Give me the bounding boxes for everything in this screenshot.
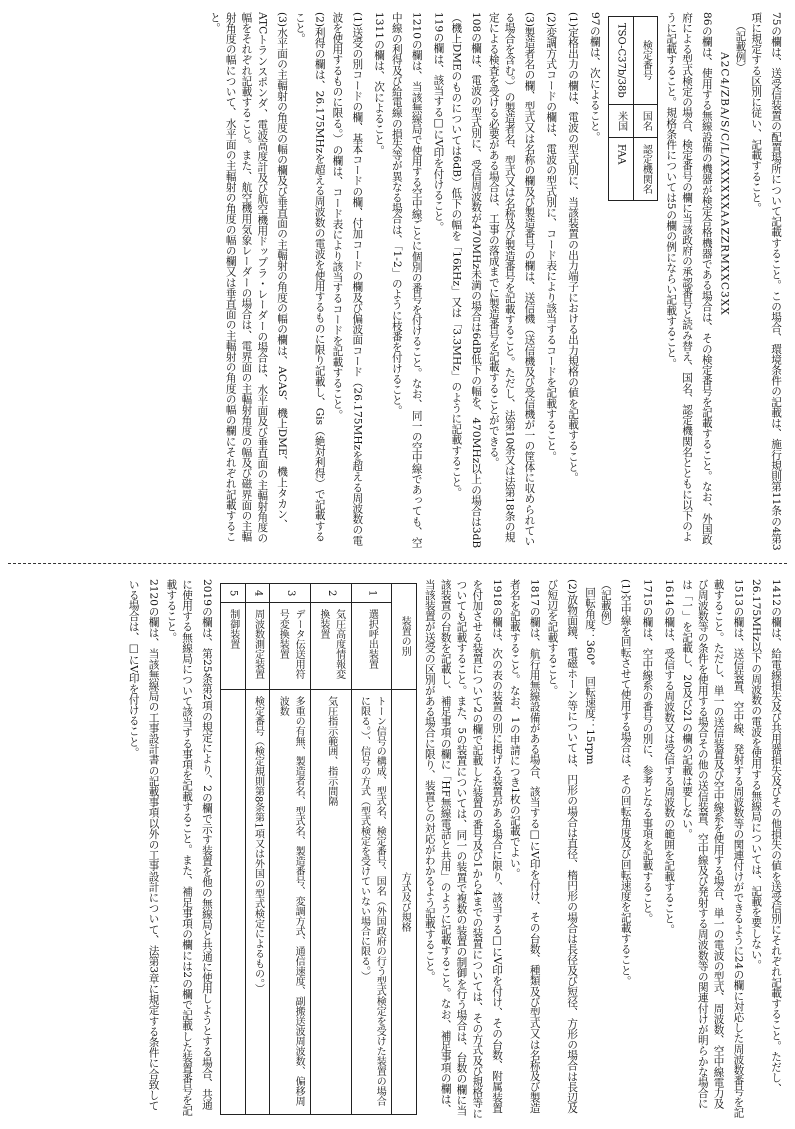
table-header: 方式及び規格	[392, 689, 417, 1114]
table-header: 検定番号	[633, 17, 658, 105]
paragraph: 97の欄は、次によること。	[588, 12, 601, 143]
example-code: A2C4/ZBA/S/C/L/XXXXXXAAZZRMXXC3XX	[718, 52, 731, 316]
paragraph: 1210の欄は、当該無線局で使用する空中線ごとに個別の番号を付けること。なお、同一の空中線であっても、空中線の利得及び給電線の損失等が異なる場合は、「1-2」のように枝番を付けること。	[390, 12, 423, 548]
paragraph-number: 8	[700, 12, 713, 19]
example-label: （記載例）	[599, 579, 612, 632]
paragraph: (2)利得の欄は、26.175MHzを超える周波数の電波を使用するものに限り記載し、Gis（絶対利得）で記載すること。	[293, 12, 326, 542]
paragraph: 2120の欄は、当該無線局の工事設計書の記載事項以外の工事設計について、法第3章に規定する条件に合致している場合は、□にV印を付けること。	[127, 579, 160, 1111]
paragraph: 1817の欄は、航行用無線設備がある場合、該当する□にV印を付け、その台数、種類及び型式又は名称及び製造者名を記載すること。なお、1の申請につき1枚の記載でよい。	[508, 579, 541, 1114]
page-divider	[8, 563, 787, 564]
paragraph-text: 6の欄は、使用する無線設備の機器が検定合格機器である場合は、その検定番号を記載すること。なお、外国政府による型式検定の場合、検定番号の欄に当該政府の承認番号と読み替え、国名、認定機関名とともに以下のように記載すること。規格条件については5の欄の例にならい記載すること。	[665, 12, 713, 545]
paragraph: (1)送受の別コードの欄、基本コードの欄、付加コードの欄及び偏波面コード（26.175MHzを超える周波数の電波を使用するものに限る。）の欄は、コード表により該当するコードを記載すること。	[331, 12, 364, 546]
table-row: 4 周波数測定装置 検定番号（検定規則第8条第1項又は外国の型式検定によるもの。）	[245, 584, 270, 1115]
table-cell: 米国	[608, 104, 633, 137]
paragraph: (1)空中線を回転させて使用する場合は、その回転角度及び回転速度を記載すること。	[619, 579, 632, 987]
top-text-column	[0, 0, 795, 562]
table-row: 3 データ伝送用符号変換装置 多重の有無、製造者名、型式名、製造番号、変調方式、通信速度、副搬送波周波数、偏移周波数	[270, 584, 311, 1115]
paragraph: 1614の欄は、受信する周波数又は受信する周波数の範囲を記載すること。	[663, 579, 676, 935]
paragraph: 1412の欄は、給電線損失及び共用器損失及びその他損失の値を送受信別にそれぞれ記載すること。ただし、26.175MHz以下の周波数の電波を使用する無線局については、記載を要しない。	[750, 579, 782, 1094]
paragraph: (2)放物面鏡、電磁ホーン等については、円形の場合は直径、楕円形の場合は長径及び短径、方形の場合は長辺及び短辺を記載すること。	[546, 579, 579, 1114]
example-label: （記載例）	[734, 20, 747, 73]
table-header: 認定機関名	[633, 137, 658, 200]
paragraph: (3)製造者名の欄、型式又は名称の欄及び製造番号の欄は、送信機（送信機及び受信機が一の筐体に収められている場合を含む。）の製造者名、型式又は名称及び製造番号を記載すること。ただし、法第10条又は法第18条の規定による検査を受ける必要がある場合は、工事の落成までに製造番号を記載することができる。	[487, 12, 536, 547]
example-value: 回転角度：360° 回転速度：15rpm	[584, 587, 597, 765]
paragraph: 108の欄は、電波の型式別に、受信周波数が470MHz未満の場合は6dB低下の幅を、470MHz以上の場合は3dB（機上DMEのものについては6dB）低下の幅を「16kHz」又は「3.3MHz」のように記載すること。	[450, 12, 483, 549]
top-page	[0, 0, 795, 562]
table-cell: FAA	[608, 137, 633, 200]
table-row: 2 気圧高度情報変換装置 気圧指示範囲、指示間隔	[311, 584, 352, 1115]
paragraph: 2019の欄は、第25条第2項の規定により、2の欄で示す装置を他の無線局と共通に使用しようとする場合、共通に使用する無線局について該当する事項を記載すること。また、補足事項の欄には2の欄で記載した装置番号を記載すること。	[165, 579, 213, 1116]
paragraph: 1715の欄は、空中線系の番号の別に、参考となる事項を記載すること。	[641, 579, 654, 924]
paragraph: 1311の欄は、次によること。	[373, 12, 386, 156]
table-header: 装置の別	[392, 584, 417, 690]
paragraph	[747, 12, 783, 552]
paragraph-text: 5の欄は、送受信装置の配置場所について記載すること。この場合、環境条件の記載は、施行規則第11条の4第3項に規定する区別に従い、記載すること。	[750, 12, 782, 551]
table-row: 1 選択呼出装置 トーン信号の構成、型式名、検定番号、国名（外国政府の行う型式検定を受けた装置の場合に限る。）、信号の方式（型式検定を受けていない場合に限る。）	[351, 584, 392, 1115]
bottom-page	[0, 567, 795, 1129]
paragraph: (3)水平面の主輻射の角度の幅の欄及び垂直面の主輻射の角度の幅の欄は、ACAS、機上DME、機上タカン、ATCトランスポンダ、電波高度計及び航空機用ドップラ・レーダーの場合は、水平面及び垂直面の主輻射角度の幅をそれぞれ記載すること。また、航空機用気象レーダーの場合は、電界面の主輻射角度の幅及び磁界面の主輻射角度の幅について、水平面の主輻射の角度の幅の欄又は垂直面の主輻射の角度の幅の欄にそれぞれ記載すること。	[208, 12, 289, 544]
approval-table	[604, 12, 663, 205]
paragraph	[662, 12, 713, 552]
paragraph: 119の欄は、該当する□にV印を付けること。	[432, 12, 445, 233]
paragraph: 1513の欄は、送信装置、空中線、発射する周波数等の関連付けができるように24の欄に対応した周波数番号を記載すること。ただし、単一の送信装置及び空中線系を使用する場合、単一の電波の型式、周波数、空中線電力及び周波数等の条件を使用する場合その他の送信装置、空中線及び発射する周波数等の関連付けが明らかな場合には「一」を記載し、20及び21の欄の記載は要しない。	[681, 579, 745, 1118]
paragraph-number: 7	[770, 12, 782, 19]
table-header: 国名	[633, 104, 658, 137]
table-row: 5 制御装置	[220, 584, 245, 1115]
table-row	[608, 17, 633, 201]
device-table	[216, 579, 421, 1119]
bottom-text-column	[0, 567, 795, 1129]
paragraph: (1)定格出力の欄は、電波の型式別に、当該装置の出力端子における出力規格の値を記載すること。	[567, 12, 580, 483]
table-cell: TSO-C37b/38b	[608, 17, 633, 105]
paragraph: 1918の欄は、次の表の装置の別に掲げる装置がある場合に限り、該当する□にV印を付け、その台数、附属装置を付加させる装置について2の欄で記載した装置の番号及び1から4までの装置については、その方式及び規格等についても記載すること。また、5の装置については、同一の装置で複数の装置の制御を行う場合は、台数の欄に当該装置の台数を記載し、補足事項の欄に「HF無線電話と共用」のように記載すること。なお、補足事項の欄は、当該装置が送受の区別がある場合に限り、装置との対応がわかるよう記載すること。	[423, 579, 504, 1119]
paragraph: (2)変調方式コードの欄は、電波の型式別に、コード表により該当するコードを記載すること。	[545, 12, 558, 462]
